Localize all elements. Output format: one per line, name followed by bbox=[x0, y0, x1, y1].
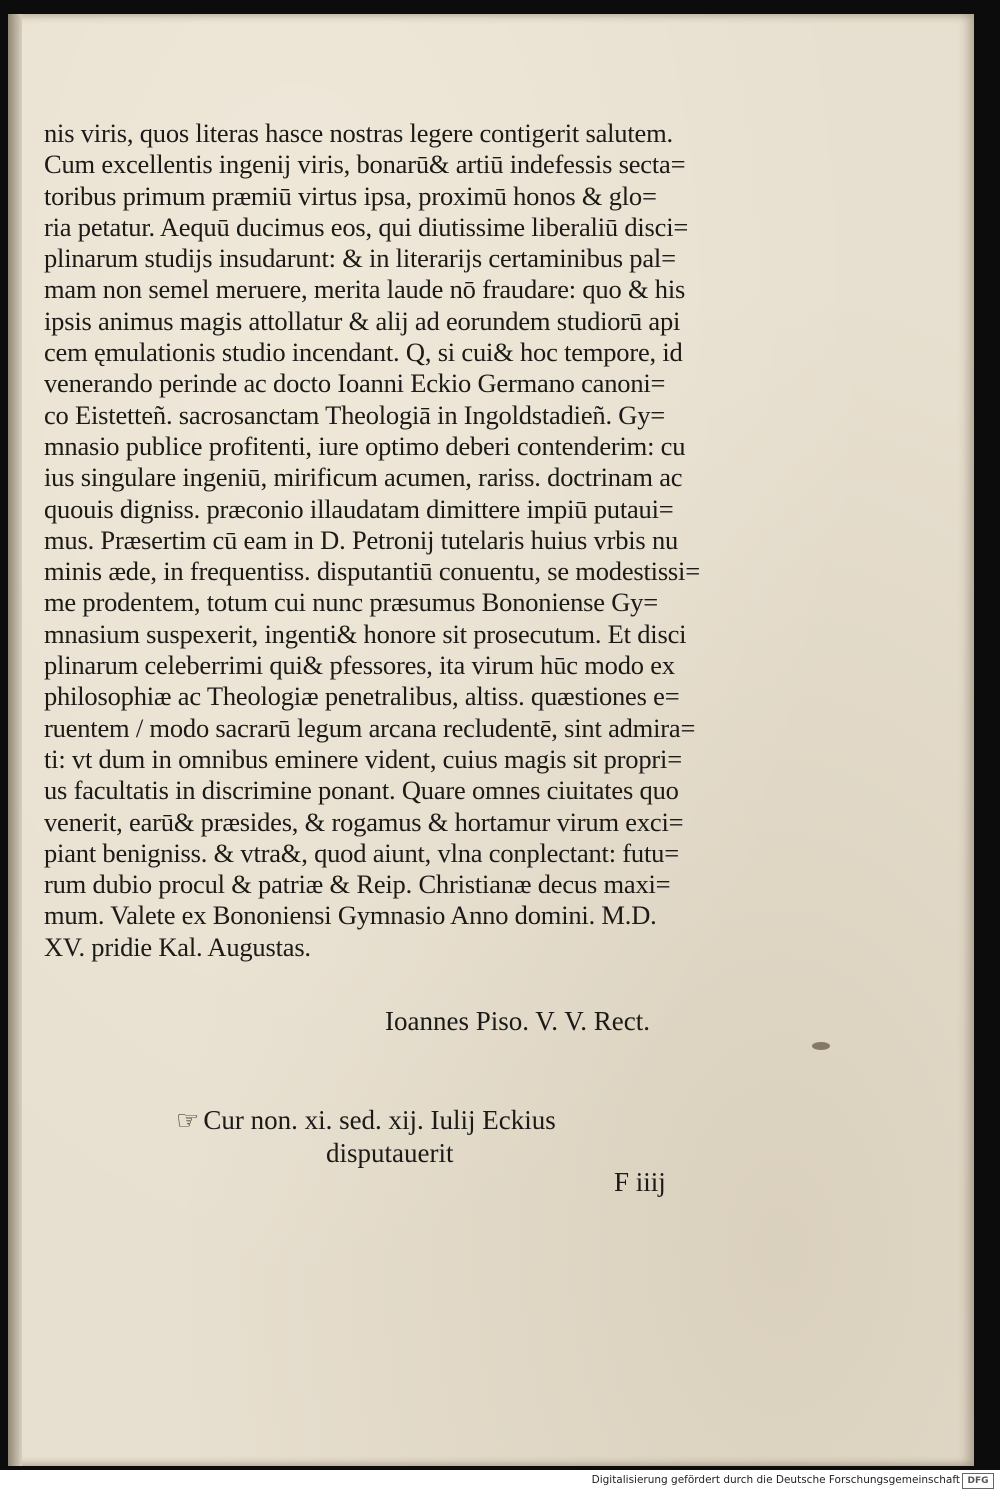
text-line: mnasium suspexerit, ingenti& honore sit prosecutum. Et disci bbox=[44, 618, 687, 649]
text-line: toribus primum præmiū virtus ipsa, proximū honos & glo= bbox=[44, 180, 657, 211]
marginal-note bbox=[176, 1104, 556, 1170]
text-line: venerando perinde ac docto Ioanni Eckio Germano canoni= bbox=[44, 368, 666, 399]
letter-signature: Ioannes Piso. V. V. Rect. bbox=[385, 1006, 651, 1036]
text-line: mum. Valete ex Bononiensi Gymnasio Anno domini. M.D. bbox=[44, 900, 657, 931]
text-line: ti: vt dum in omnibus eminere vident, cuius magis sit propri= bbox=[44, 743, 682, 774]
text-line: mus. Præsertim cū eam in D. Petronij tutelaris huius vrbis nu bbox=[44, 524, 679, 555]
text-line: ruentem / modo sacrarū legum arcana recludentē, sint admira= bbox=[44, 712, 696, 743]
text-line: cem ęmulationis studio incendant. Q, si cui& hoc tempore, id bbox=[44, 337, 683, 368]
text-line: us facultatis in discrimine ponant. Quare omnes ciuitates quo bbox=[44, 775, 679, 806]
manicule-icon: ☞ bbox=[176, 1106, 200, 1135]
text-line: quouis digniss. præconio illaudatam dimittere impiū putaui= bbox=[44, 493, 674, 524]
funding-credit: Digitalisierung gefördert durch die Deutsche Forschungsgemeinschaft bbox=[591, 1474, 960, 1486]
text-line: plinarum studijs insudarunt: & in literarijs certaminibus pal= bbox=[44, 243, 676, 274]
text-line: philosophiæ ac Theologiæ penetralibus, altiss. quæstiones e= bbox=[44, 681, 680, 712]
text-line: minis æde, in frequentiss. disputantiū conuentu, se modestissi= bbox=[44, 556, 700, 587]
text-line: plinarum celeberrimi qui& pfessores, ita virum hūc modo ex bbox=[44, 650, 675, 681]
ink-speck bbox=[812, 1042, 830, 1050]
page-gutter-shadow bbox=[8, 14, 22, 1466]
text-line: venerit, earū& præsides, & rogamus & hortamur virum exci= bbox=[44, 806, 684, 837]
text-line: ius singulare ingeniū, mirificum acumen, rariss. doctrinam ac bbox=[44, 462, 683, 493]
note-line-2: disputauerit bbox=[326, 1138, 454, 1168]
text-line: Cum excellentis ingenij viris, bonarū& artiū indefessis secta= bbox=[44, 149, 686, 180]
note-line-1-text: Cur non. xi. sed. xij. Iulij Eckius bbox=[203, 1105, 556, 1135]
text-line: rum dubio procul & patriæ & Reip. Christianæ decus maxi= bbox=[44, 869, 671, 900]
text-line: co Eistetteñ. sacrosanctam Theologiā in Ingoldstadieñ. Gy= bbox=[44, 399, 666, 430]
signature-mark: F iiij bbox=[614, 1167, 666, 1197]
text-line: mam non semel meruere, merita laude nō fraudare: quo & his bbox=[44, 274, 686, 305]
text-line: piant benigniss. & vtra&, quod aiunt, vlna conplectant: futu= bbox=[44, 837, 679, 868]
note-line-1 bbox=[176, 1104, 556, 1137]
text-line: XV. pridie Kal. Augustas. bbox=[44, 931, 311, 962]
text-line: ipsis animus magis attollatur & alij ad eorundem studiorū api bbox=[44, 305, 681, 336]
text-line: me prodentem, totum cui nunc præsumus Bononiense Gy= bbox=[44, 587, 658, 618]
dfg-logo-icon: DFG bbox=[962, 1473, 994, 1489]
text-line: mnasio publice profitenti, iure optimo deberi contenderim: cu bbox=[44, 430, 686, 461]
text-line: nis viris, quos literas hasce nostras legere contigerit salutem. bbox=[44, 118, 673, 148]
text-line: ria petatur. Aequū ducimus eos, qui diutissime liberaliū disci= bbox=[44, 211, 689, 242]
letter-body bbox=[44, 118, 764, 963]
